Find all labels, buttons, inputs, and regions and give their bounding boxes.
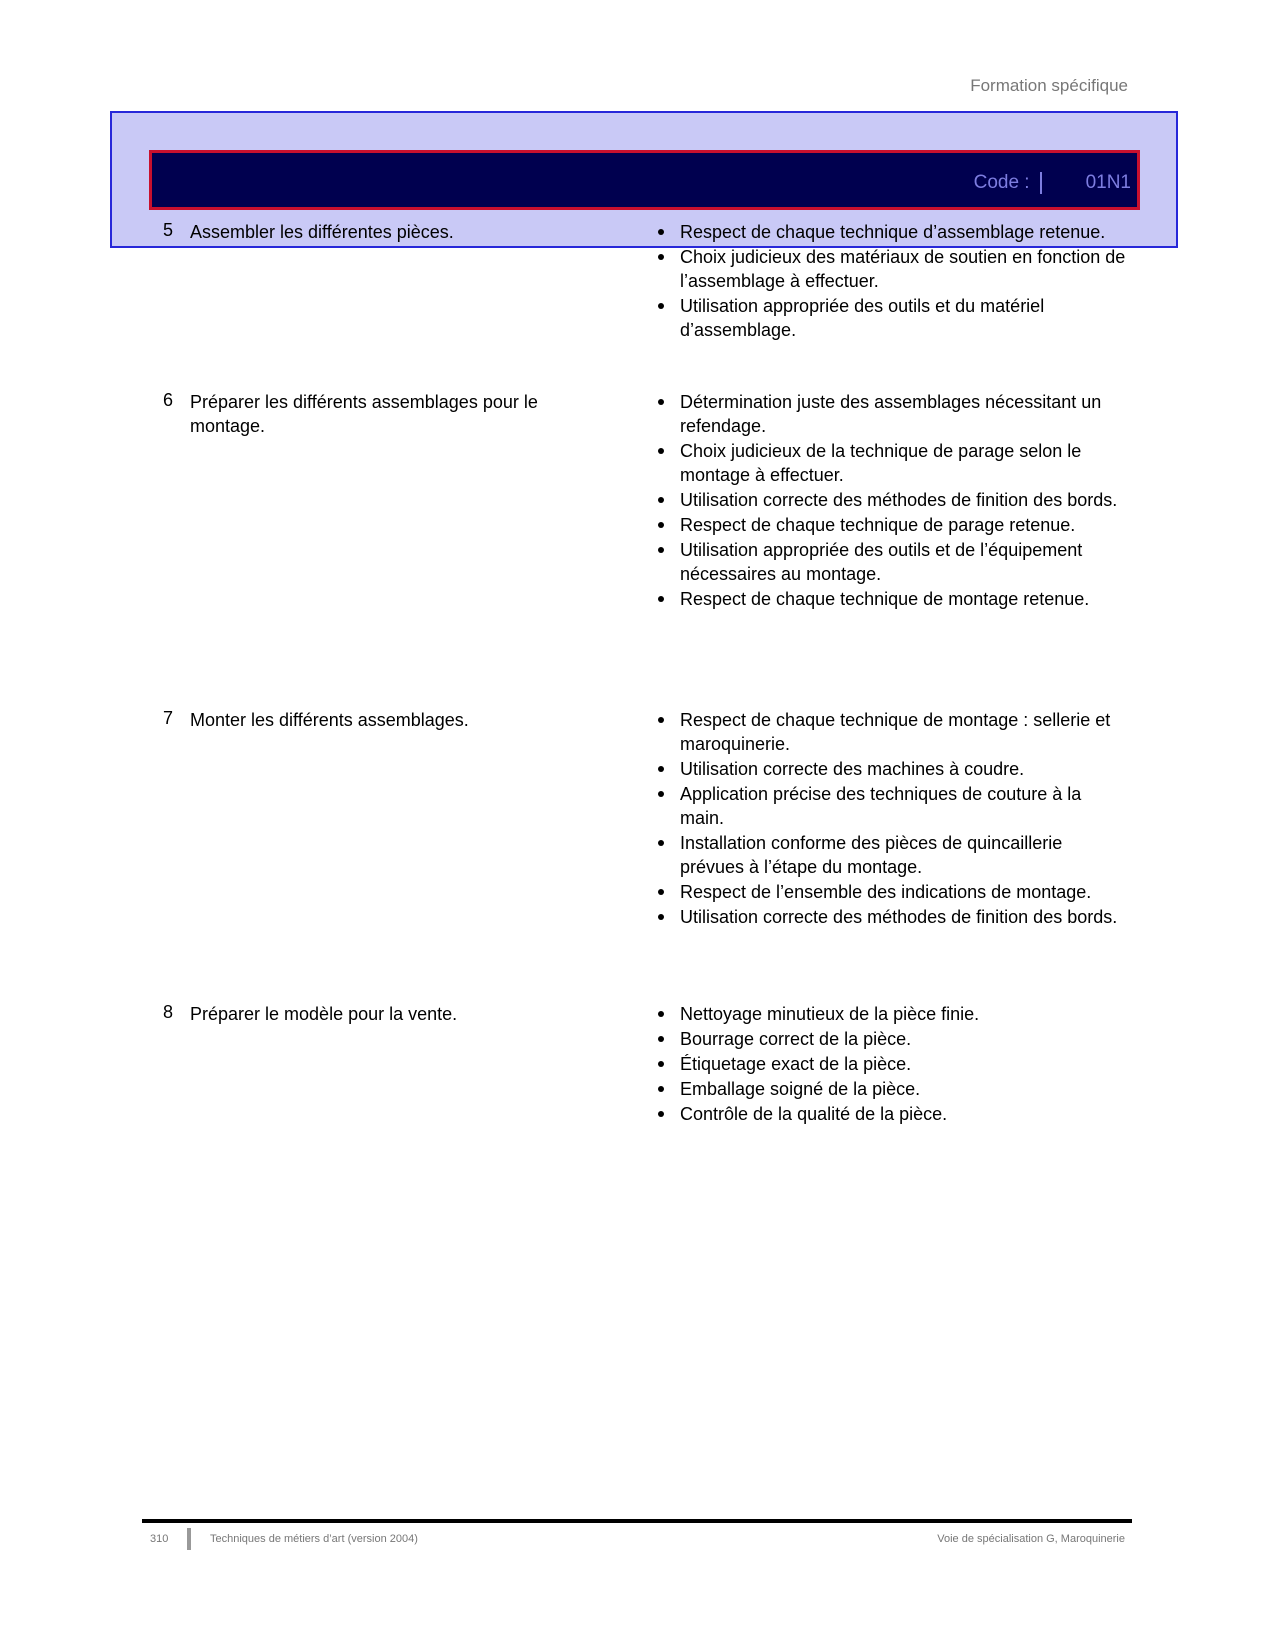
footer-voie: Voie de spécialisation G, Maroquinerie: [937, 1533, 1125, 1545]
criteria-list: [656, 1002, 1126, 1127]
code-block: [974, 172, 1131, 194]
step-number: 7: [163, 708, 174, 728]
step-text: Monter les différents assemblages.: [190, 710, 469, 730]
header-section-title: Formation spécifique: [970, 76, 1128, 95]
criterion-item: Utilisation appropriée des outils et de l’équipement nécessaires au montage.: [656, 538, 1126, 586]
step-number: 5: [163, 220, 174, 240]
criterion-item: Respect de chaque technique d’assemblage retenue.: [656, 220, 1126, 244]
criterion-item: Respect de chaque technique de parage retenue.: [656, 513, 1126, 537]
footer-page-number: 310: [150, 1533, 169, 1545]
code-value: 01N1: [1085, 172, 1131, 193]
footer-divider: [187, 1528, 191, 1550]
step-text: Préparer le modèle pour la vente.: [190, 1004, 458, 1024]
criterion-item: Utilisation appropriée des outils et du matériel d’assemblage.: [656, 294, 1126, 342]
criterion-item: Nettoyage minutieux de la pièce finie.: [656, 1002, 1126, 1026]
footer-rule: [142, 1519, 1132, 1523]
criterion-item: Utilisation correcte des machines à coudre.: [656, 757, 1126, 781]
criteria-list: [656, 390, 1126, 612]
criteria-list: [656, 220, 1126, 343]
criterion-item: Contrôle de la qualité de la pièce.: [656, 1102, 1126, 1126]
criterion-item: Respect de chaque technique de montage : sellerie et maroquinerie.: [656, 708, 1126, 756]
step-number: 8: [163, 1002, 174, 1022]
criterion-item: Détermination juste des assemblages nécessitant un refendage.: [656, 390, 1126, 438]
criterion-item: Installation conforme des pièces de quincaillerie prévues à l’étape du montage.: [656, 831, 1126, 879]
criterion-item: Choix judicieux de la technique de parage selon le montage à effectuer.: [656, 439, 1126, 487]
competency-bar: [149, 150, 1140, 210]
criterion-item: Emballage soigné de la pièce.: [656, 1077, 1126, 1101]
criterion-item: Respect de chaque technique de montage retenue.: [656, 587, 1126, 611]
criterion-item: Choix judicieux des matériaux de soutien en fonction de l’assemblage à effectuer.: [656, 245, 1126, 293]
footer-doc-title: Techniques de métiers d’art (version 2004): [210, 1533, 418, 1545]
criteria-list: [656, 708, 1126, 930]
criterion-item: Utilisation correcte des méthodes de finition des bords.: [656, 905, 1126, 929]
criterion-item: Respect de l’ensemble des indications de montage.: [656, 880, 1126, 904]
criterion-item: Application précise des techniques de couture à la main.: [656, 782, 1126, 830]
step-text: Assembler les différentes pièces.: [190, 222, 454, 242]
criterion-item: Utilisation correcte des méthodes de finition des bords.: [656, 488, 1126, 512]
code-separator: [1040, 172, 1042, 194]
criterion-item: Bourrage correct de la pièce.: [656, 1027, 1126, 1051]
criterion-item: Étiquetage exact de la pièce.: [656, 1052, 1126, 1076]
step-number: 6: [163, 390, 174, 410]
code-label: Code :: [973, 172, 1030, 193]
step-text: Préparer les différents assemblages pour le montage.: [190, 392, 538, 436]
